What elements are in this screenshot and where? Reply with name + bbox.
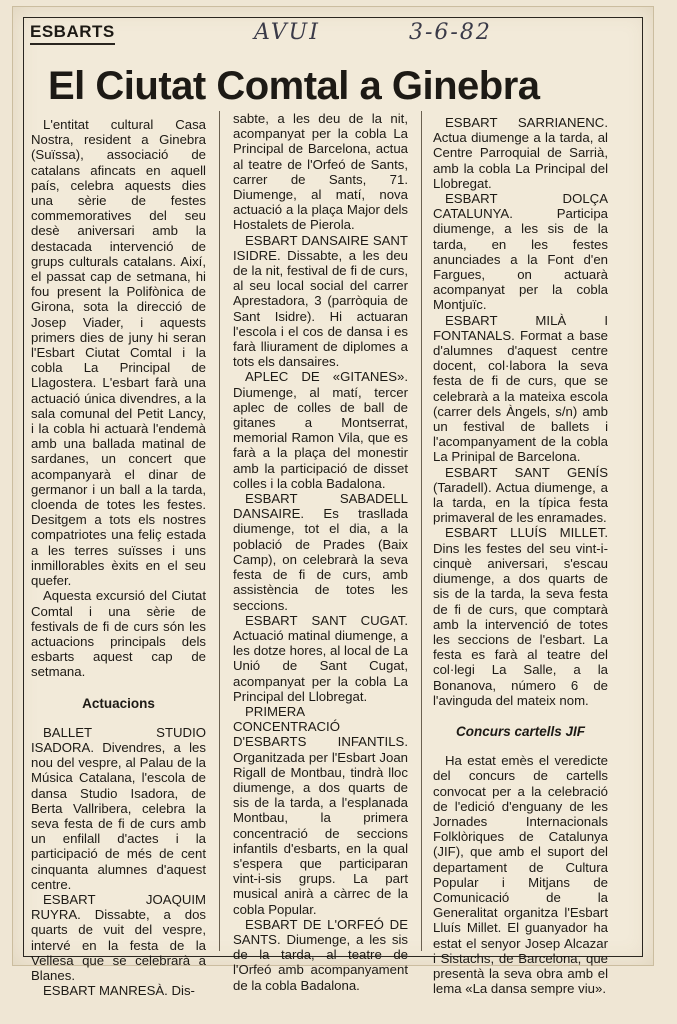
handwritten-date: 3-6-82 [409, 20, 492, 45]
paragraph: ESBART LLUÍS MILLET. Dins les festes del seu vint-i-cinquè aniversari, s'escau diumenge, a dos quarts de sis de la tarda, la seva festa de fi de curs, que comptarà amb la intervenció de totes les seccions de l'esbart. La festa es farà al teatre del col·legi La Salle, a la Bonanova, número 6 de l'avinguda del mateix nom. [433, 525, 608, 708]
paragraph: ESBART DOLÇA CATALUNYA. Participa diumenge, a les sis de la tarda, en les festes anunciades a la Font d'en Fargues, on actuarà acompanyat per la cobla Montjuïc. [433, 191, 608, 313]
column-divider [219, 111, 220, 951]
handwritten-publication: AVUI [254, 20, 320, 45]
column-divider [421, 111, 422, 951]
column-1 [31, 117, 206, 998]
column-3 [433, 115, 608, 996]
paragraph: PRIMERA CONCENTRACIÓ D'ESBARTS INFANTILS. Organitzada per l'Esbart Joan Rigall de Montbau, tindrà lloc diumenge, a dos quarts de sis de la tarda, a l'esplanada Montbau, la primera concentració de seccions infantils d'esbarts, en la qual s'espera que participaran vint-i-sis grups. La part musical anirà a càrrec de la cobla Popular. [233, 703, 408, 917]
subheading-concurs: Concurs cartells JIF [455, 723, 586, 739]
paragraph: ESBART MILÀ I FONTANALS. Format a base d'alumnes d'aquest centre docent, col·labora la seva festa de fi de curs, que se celebrarà a la mateixa escola (carrer dels Àngels, s/n) amb un festival de ballets i l'acompanyament de la cobla La Prinipal de Barcelona. [433, 312, 608, 465]
subheading-actuacions: Actuacions [82, 695, 155, 711]
newspaper-clipping [12, 6, 654, 999]
paragraph: ESBART SABADELL DANSAIRE. Es trasllada diumenge, tot el dia, a la població de Prades (Baix Camp), on celebrarà la seva festa de fi de curs, amb assistència de totes les seccions. [233, 491, 408, 613]
paragraph: BALLET STUDIO ISADORA. Divendres, a les nou del vespre, al Palau de la Música Catalana, l'escola de dansa Studio Isadora, de Berta Vallribera, celebra la seva festa de fi de curs amb un enfilall d'actes i la participació de més de cent cinquanta alumnes d'aquest centre. [31, 724, 206, 892]
paragraph: ESBART SANT GENÍS (Taradell). Actua diumenge, a la tarda, en la típica festa primaveral de les enramades. [433, 464, 608, 526]
paragraph: Ha estat emès el veredicte del concurs de cartells convocat per a la celebració de l'edició d'enguany de les Jornades Internacionals Folklòriques de Catalunya (JIF), que amb el suport del departament de Cultura Popular i Mitjans de Comunicació de la Generalitat organitza l'Esbart Lluís Millet. El guanyador ha estat el senyor Josep Alcazar i Sistachs, de Barcelona, que presentà la seva obra amb el lema «La dansa sempre viu». [433, 753, 608, 997]
paragraph: ESBART DANSAIRE SANT ISIDRE. Dissabte, a les deu de la nit, festival de fi de curs, al seu local social del carrer Aprestadora, 3 (parròquia de Sant Isidre). Hi actuaran l'escola i el cos de dansa i es farà lliurament de diplomes a tots els dansaires. [233, 232, 408, 370]
column-2 [233, 111, 408, 993]
paragraph: ESBART JOAQUIM RUYRA. Dissabte, a dos quarts de vuit del vespre, intervé en la festa de la Vellesa que se celebrarà a Blanes. [31, 891, 206, 983]
paragraph: L'entitat cultural Casa Nostra, resident a Ginebra (Suïssa), associació de catalans afincats en aquell país, celebra aquests dies una sèrie de festes commemoratives del seu desè aniversari amb la destacada intervenció de grups culturals catalans. Així, el passat cap de setmana, hi fou present la Polifònica de Girona, sota la direcció de Josep Viader, i aquests primers dies de juny hi seran l'Esbart Ciutat Comtal i la cobla La Principal de Llagostera. L'esbart farà una actuació única divendres, a la sala comunal del Petit Lancy, i la cobla hi actuarà l'endemà amb una ballada matinal de sardanes, un concert que acompanyarà el dinar de germanor i un ball a la tarda, cloenda de totes les festes. Desitgem a tots els nostres compatriotes una feliç estada a les terres suïsses i uns inmillorables èxits en el seu quefer. [31, 117, 206, 589]
headline: El Ciutat Comtal a Ginebra [48, 64, 540, 108]
paragraph: sabte, a les deu de la nit, acompanyat per la cobla La Principal de Barcelona, actua al teatre de l'Orfeó de Sants, carrer de Sants, 71. Diumenge, al matí, nova actuació a la plaça Major dels Hostalets de Pierola. [233, 111, 408, 233]
section-label: ESBARTS [30, 22, 115, 45]
paragraph: ESBART DE L'ORFEÓ DE SANTS. Diumenge, a les sis de la tarda, al teatre de l'Orfeó amb acompanyament de la cobla Badalona. [233, 916, 408, 993]
paragraph: Aquesta excursió del Ciutat Comtal i una sèrie de festivals de fi de curs són les actuacions principals dels esbarts aquest cap de setmana. [31, 588, 206, 680]
paragraph: APLEC DE «GITANES». Diumenge, al matí, tercer aplec de colles de ball de gitanes a Montserrat, memorial Ramon Vila, que es farà a la plaça del monestir amb la participació de disset colles i la cobla Badalona. [233, 369, 408, 491]
paragraph: ESBART SANT CUGAT. Actuació matinal diumenge, a les dotze hores, al local de La Unió de Sant Cugat, acompanyat per la cobla La Principal del Llobregat. [233, 612, 408, 704]
paragraph: ESBART MANRESÀ. Dis- [43, 983, 195, 999]
paragraph: ESBART SARRIANENC. Actua diumenge a la tarda, al Centre Parroquial de Sarrià, amb la cobla La Principal del Llobregat. [433, 115, 608, 191]
